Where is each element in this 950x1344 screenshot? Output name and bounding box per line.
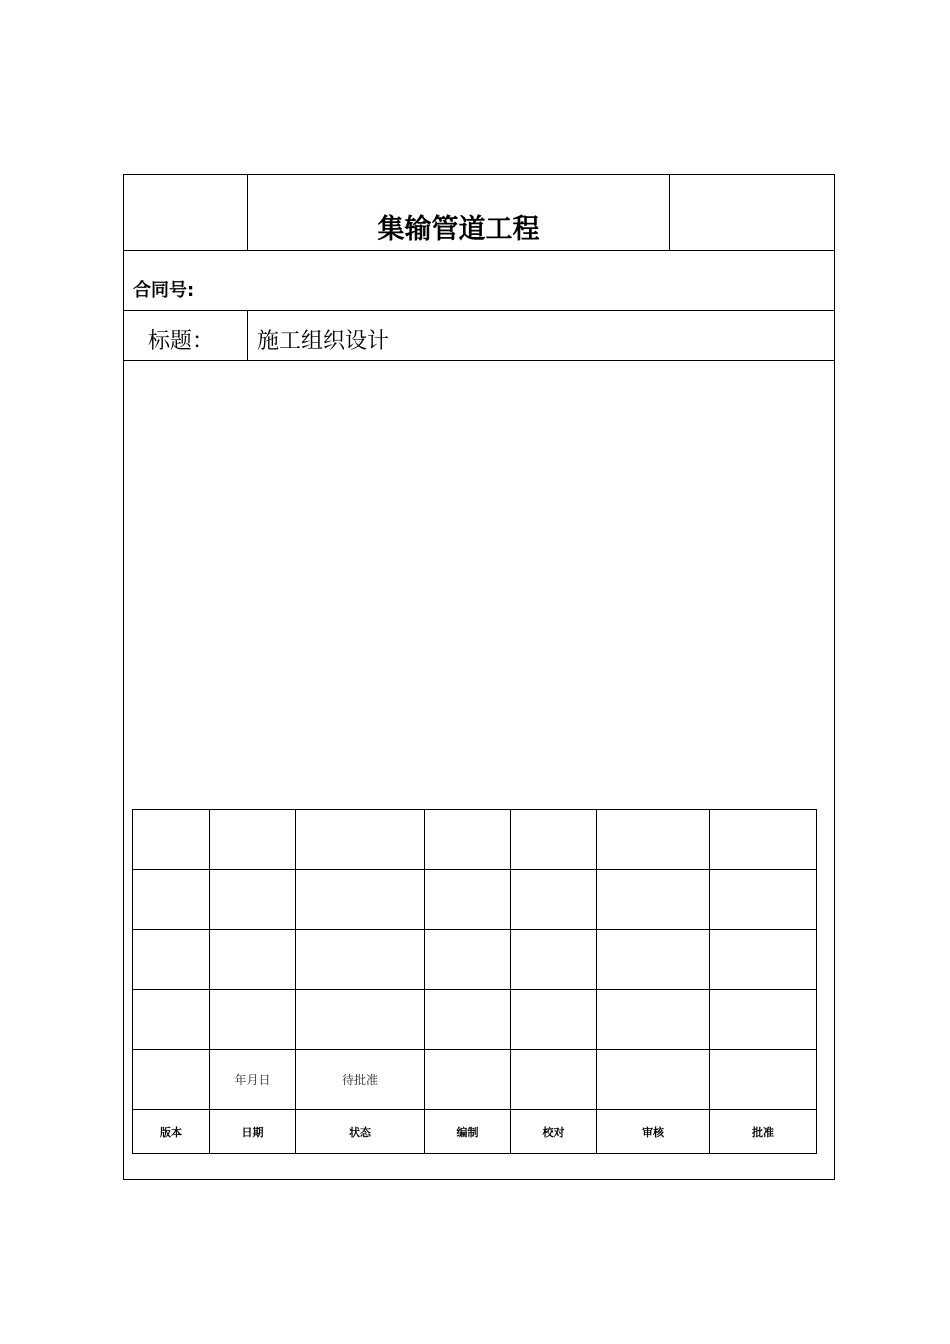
header-title-cell (248, 175, 670, 250)
header-prepared: 编制 (425, 1110, 511, 1154)
date-value: 年月日 (210, 1050, 296, 1110)
table-cell (597, 930, 710, 990)
table-cell (597, 870, 710, 930)
project-title: 集输管道工程 (377, 214, 540, 245)
title-value: 施工组织设计 (257, 329, 390, 354)
table-cell (425, 990, 511, 1050)
table-cell (511, 870, 597, 930)
table-cell (597, 810, 710, 870)
table-cell (425, 1050, 511, 1110)
table-row (133, 930, 817, 990)
header-approved: 批准 (710, 1110, 817, 1154)
table-header-row (133, 1110, 817, 1154)
table-cell (710, 930, 817, 990)
table-cell (296, 810, 425, 870)
table-cell (133, 870, 210, 930)
header-date: 日期 (210, 1110, 296, 1154)
table-cell (511, 1050, 597, 1110)
table-cell (296, 990, 425, 1050)
table-row (133, 990, 817, 1050)
contract-number-label: 合同号: (133, 280, 195, 301)
header-version: 版本 (133, 1110, 210, 1154)
table-cell (296, 930, 425, 990)
table-cell (210, 810, 296, 870)
status-value: 待批准 (296, 1050, 425, 1110)
table-cell (597, 990, 710, 1050)
contract-row (124, 251, 834, 311)
title-label: 标题： (148, 329, 215, 354)
table-cell (710, 810, 817, 870)
header-left-cell (124, 175, 248, 250)
header-row (124, 175, 834, 251)
table-cell (597, 1050, 710, 1110)
table-cell (133, 810, 210, 870)
header-status: 状态 (296, 1110, 425, 1154)
table-cell (133, 1050, 210, 1110)
table-cell (511, 810, 597, 870)
table-cell (425, 930, 511, 990)
table-cell (511, 990, 597, 1050)
table-cell (133, 990, 210, 1050)
table-cell (425, 810, 511, 870)
table-cell (133, 930, 210, 990)
header-reviewed: 审核 (597, 1110, 710, 1154)
table-row (133, 810, 817, 870)
table-cell (511, 930, 597, 990)
header-checked: 校对 (511, 1110, 597, 1154)
header-right-cell (670, 175, 834, 250)
title-row (124, 311, 834, 361)
table-cell (210, 930, 296, 990)
table-cell (296, 870, 425, 930)
table-cell (710, 990, 817, 1050)
title-label-cell (124, 311, 248, 360)
table-cell (425, 870, 511, 930)
table-cell (710, 870, 817, 930)
table-cell (710, 1050, 817, 1110)
revision-table (132, 809, 817, 1154)
table-cell (210, 870, 296, 930)
table-row (133, 870, 817, 930)
table-cell (210, 990, 296, 1050)
table-row (133, 1050, 817, 1110)
